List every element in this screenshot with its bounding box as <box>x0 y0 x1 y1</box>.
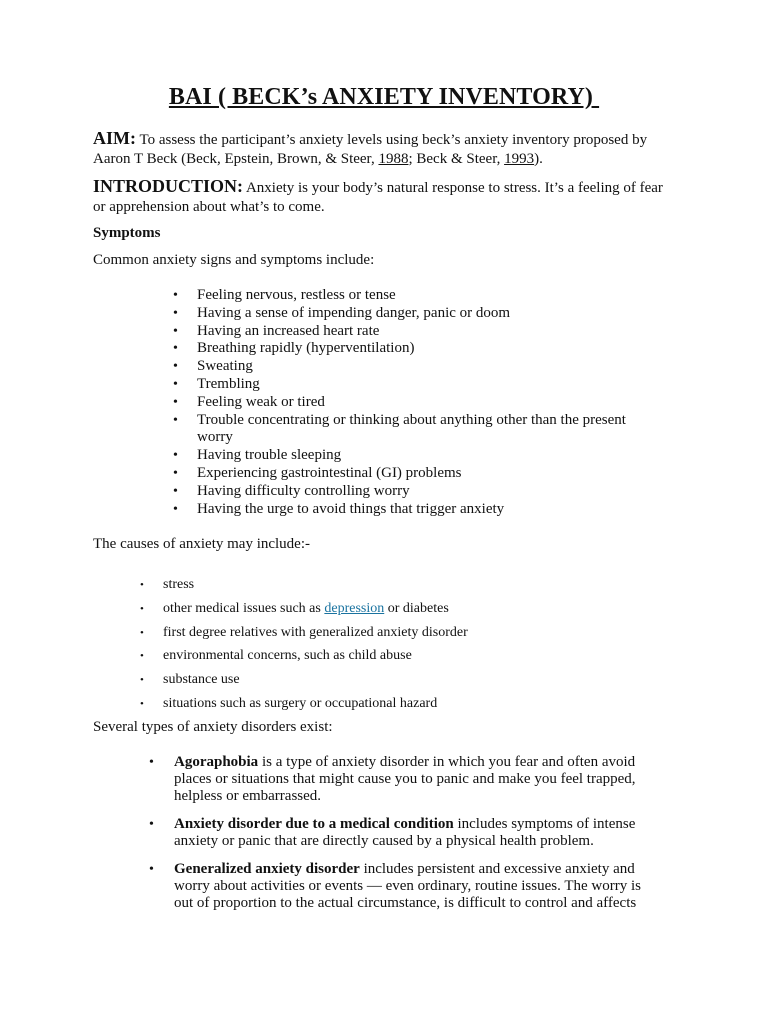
bullet-icon: • <box>173 376 178 392</box>
document-title: BAI ( BECK’s ANXIETY INVENTORY) <box>168 84 600 110</box>
symptoms-heading: Symptoms <box>93 225 161 241</box>
list-item: • Trouble concentrating or thinking about anything other than the present worry <box>173 411 626 446</box>
list-item: • environmental concerns, such as child abuse <box>0 646 768 670</box>
list-item: • Having the urge to avoid things that trigger anxiety <box>173 500 505 517</box>
introduction-text: Anxiety is your body’s natural response to stress. It’s a feeling of fear or apprehension about what’s to come. <box>93 180 663 215</box>
list-item: • Having trouble sleeping <box>173 447 342 464</box>
aim-label: AIM: <box>93 128 136 148</box>
introduction-paragraph <box>93 177 673 217</box>
aim-text-mid: ; Beck & Steer, <box>408 151 505 167</box>
bullet-icon: • <box>149 862 154 877</box>
citation-1993[interactable]: 1993 <box>504 151 535 167</box>
list-item: • Breathing rapidly (hyperventilation) <box>173 340 415 357</box>
type-term: Anxiety disorder due to a medical condition <box>174 816 454 832</box>
bullet-icon: • <box>140 674 144 687</box>
type-description: is a type of anxiety disorder in which you fear and often avoid places or situations that might cause you to panic and make you feel trapped, helpless or embarrassed. <box>174 754 636 804</box>
list-item <box>0 816 662 850</box>
symptoms-list <box>0 287 768 518</box>
types-intro: Several types of anxiety disorders exist: <box>93 719 333 735</box>
list-item: • other medical issues such as depression or diabetes <box>0 599 768 623</box>
bullet-icon: • <box>140 650 144 663</box>
bullet-icon: • <box>173 323 178 339</box>
citation-1988[interactable]: 1988 <box>378 151 409 167</box>
type-description: includes persistent and excessive anxiety and worry about activities or events — even ordinary, routine issues. The worry is out of proportion to the actual circumstance, is difficult to control and affects <box>174 861 641 911</box>
list-item: • Sweating <box>173 358 253 375</box>
bullet-icon: • <box>173 288 178 303</box>
bullet-icon: • <box>149 755 154 770</box>
list-item: • Feeling weak or tired <box>173 393 325 410</box>
causes-intro: The causes of anxiety may include:- <box>93 536 311 552</box>
list-item: • first degree relatives with generalized anxiety disorder <box>0 623 768 647</box>
depression-link[interactable]: depression <box>324 600 385 616</box>
list-item: • Experiencing gastrointestinal (GI) problems <box>173 464 462 481</box>
bullet-icon: • <box>173 465 178 481</box>
list-item: • Having a sense of impending danger, panic or doom <box>173 304 511 321</box>
bullet-icon: • <box>140 602 144 615</box>
aim-text-after: ). <box>534 151 543 167</box>
list-item: • Having an increased heart rate <box>173 322 380 339</box>
bullet-icon: • <box>173 394 178 410</box>
type-description: includes symptoms of intense anxiety or panic that are directly caused by a physical health problem. <box>174 816 636 849</box>
bullet-icon: • <box>140 579 144 591</box>
symptoms-intro: Common anxiety signs and symptoms include: <box>93 252 375 268</box>
bullet-icon: • <box>173 483 178 499</box>
list-item: • situations such as surgery or occupational hazard <box>0 694 768 718</box>
list-item <box>0 861 662 912</box>
bullet-icon: • <box>140 626 144 639</box>
type-term: Generalized anxiety disorder <box>174 861 360 877</box>
list-item: • Having difficulty controlling worry <box>173 482 410 499</box>
causes-list <box>0 575 768 718</box>
list-item <box>0 754 662 805</box>
list-item: • Trembling <box>173 375 260 392</box>
bullet-icon: • <box>149 817 154 832</box>
bullet-icon: • <box>173 448 178 464</box>
introduction-label: INTRODUCTION: <box>93 176 244 196</box>
bullet-icon: • <box>173 412 178 428</box>
types-list <box>0 754 768 923</box>
bullet-icon: • <box>173 359 178 375</box>
type-term: Agoraphobia <box>174 754 259 770</box>
list-item: • stress <box>0 575 768 599</box>
aim-text-before: To assess the participant’s anxiety levels using beck’s anxiety inventory proposed by Aaron T Beck (Beck, Epstein, Brown, & Steer, <box>93 132 648 167</box>
bullet-icon: • <box>173 501 178 517</box>
aim-paragraph <box>93 129 673 169</box>
bullet-icon: • <box>173 341 178 357</box>
list-item: • Feeling nervous, restless or tense <box>173 287 396 303</box>
bullet-icon: • <box>140 697 144 710</box>
list-item: • substance use <box>0 670 768 694</box>
bullet-icon: • <box>173 305 178 321</box>
